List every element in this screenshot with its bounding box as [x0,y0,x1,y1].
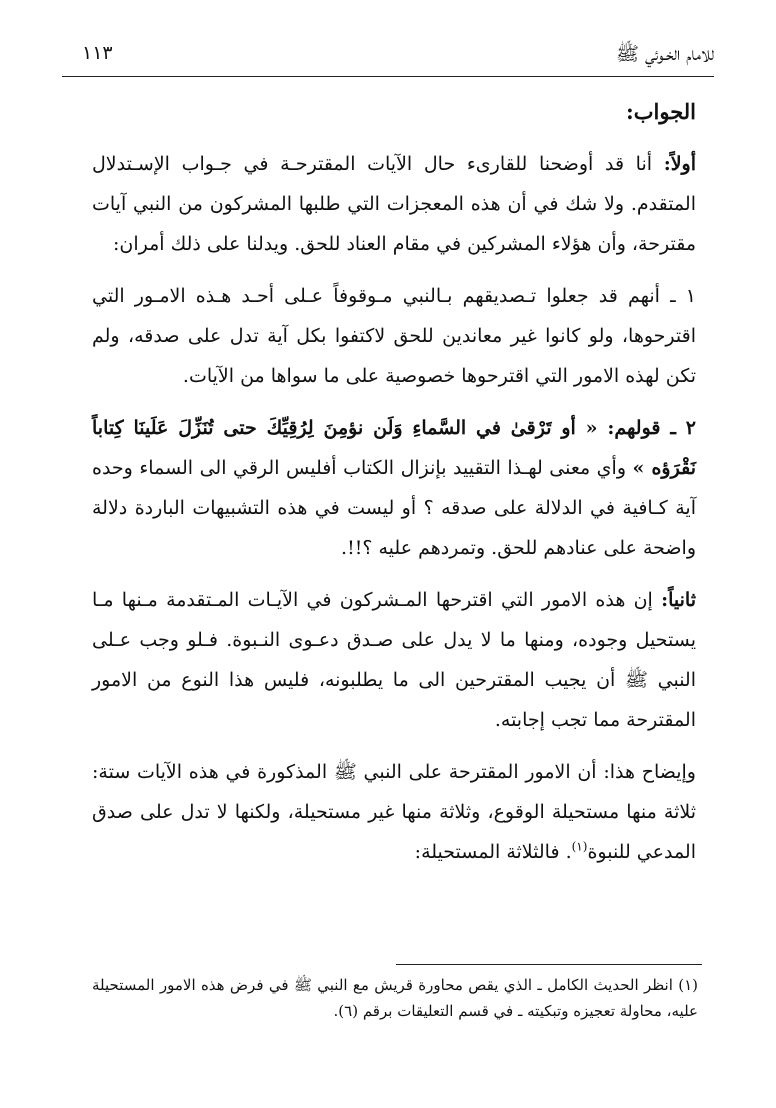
paragraph-explanation-text: وإيضاح هذا: أن الامور المقترحة على النبي ﷺ المذكورة في هذه الآيات ستة: ثلاثة منها مستحيلة الوقوع، وثلاثة منها غير مستحيلة، ولكنها لا تدل على صدق المدعي للنبوة [92,761,696,863]
footnotes [92,972,698,1024]
paragraph-explanation [92,752,696,872]
main-text [92,92,696,884]
paragraph-point-one: ١ ـ أنهم قد جعلوا تـصديقهم بـالنبي مـوقوفاً عـلى أحـد هـذه الامـور التي اقترحوها، ولو كانوا غير معاندين للحق لاكتفوا بكل آية تدل على صدقه، ولم تكن لهذه الامور التي اقترحوها خصوصية على ما سواها من الآيات. [92,285,696,387]
page-number: ١١٣ [82,42,113,64]
paragraph-first [92,144,696,264]
paragraph-explanation-end: . فالثلاثة المستحيلة: [414,841,572,863]
paragraph-first-lead: أولاً: [663,153,696,175]
footnote-1: (١) انظر الحديث الكامل ـ الذي يقص محاورة قريش مع النبي ﷺ في فرض هذه الامور المستحيلة عليه، محاولة تعجيزه وتبكيته ـ في قسم التعليقات برقم (٦). [92,976,698,1020]
paragraph-second-lead: ثانياً: [661,589,696,611]
quran-quote: ٢ ـ قولهم: « أو تَرْقىٰ في السَّماءِ وَلَن نؤمِنَ لِرُقِيِّكَ حتى تُنَزِّلَ عَلَينَا كِتاباً نَقْرَؤه » [92,417,696,479]
running-header [62,38,714,74]
paragraph-second-text: إن هذه الامور التي اقترحها المـشركون في الآيـات المـتقدمة مـنها مـا يستحيل وجوده، ومنها ما لا يدل على صـدق دعـوى النـبوة. فـلو وجب عـلى النبي ﷺ أن يجيب المقترحين الى ما يطلبونه، فليس هذا النوع من الامور المقترحة مما تجب إجابته. [92,589,696,731]
footnote-rule [396,964,702,965]
paragraph-point-two-text: وأي معنى لهـذا التقييد بإنزال الكتاب أفليس الرقي الى السماء وحده آية كـافية في الدلالة على صدقه ؟ أو ليست في هذه التشبيهات الباردة دلالة واضحة على عنادهم للحق. وتمردهم عليه ؟!!. [92,457,696,559]
paragraph-second [92,580,696,740]
running-title: للامام الخـوئي ﷺ [616,43,714,65]
paragraph-first-text: أنا قد أوضحنا للقارىء حال الآيات المقترحـة في جـواب الإسـتدلال المتقدم. ولا شك في أن هذه المعجزات التي طلبها المشركون من النبي آيات مقترحة، وأن هؤلاء المشركين في مقام العناد للحق. ويدلنا على ذلك أمران: [92,153,696,255]
header-rule [62,76,714,77]
paragraph-point-two [92,408,696,568]
footnote-ref: (١) [571,839,588,854]
section-heading: الجواب: [626,99,696,124]
